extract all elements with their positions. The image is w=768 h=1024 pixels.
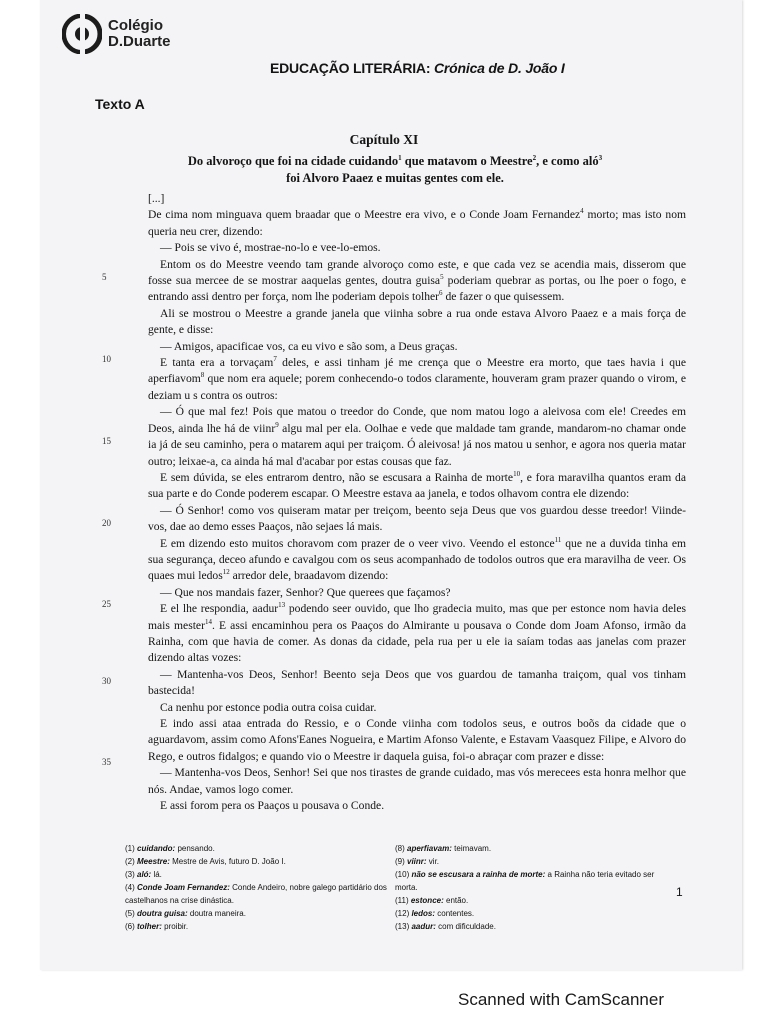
paragraph: — Mantenha-vos Deos, Senhor! Sei que nos tirastes de grande cuidado, mas vós merecees esta honra melhor que nós. Andae, vamos logo comer. [148,766,686,796]
page-title-main: EDUCAÇÃO LITERÁRIA: [270,60,431,76]
chronicle-text [148,191,686,814]
paragraph: — Que nos mandais fazer, Senhor? Que querees que façamos? [160,585,451,599]
paragraph: Ali se mostrou o Meestre a grande janela que viinha sobre a rua onde estava Alvoro Paaez e a mais força de gente, e disse: [148,306,686,337]
scanner-watermark: Scanned with CamScanner [458,990,665,1009]
line-number: 20 [102,518,111,528]
footnote: (11) estonce: então. [395,896,469,905]
footnote: (8) aperfiavam: teimavam. [395,844,492,853]
footnote: (5) doutra guisa: doutra maneira. [125,909,246,918]
page-title-sub: Crónica de D. João I [434,60,565,76]
footnote: (13) aadur: com dificuldade. [395,922,496,931]
paragraph: De cima nom minguava quem braadar que o Meestre era vivo, e o Conde Joam Fernandez$^4$ morto; mas isto nom queria neu crer, dizendo: [148,207,687,238]
paragraph: E indo assi ataa entrada do Ressio, e o Conde viinha com todolos seus, e outros boõs da cidade que o aguardavom, assim como Afons'Eanes Nogueira, e Martim Afonso Valente, e Estavam Vaasquez Filipe, e Alvoro do Rego, e outros fidalgos; e quando vio o Meestre ir daquela guisa, foi-o abraçar com prazer e disse: [148,717,686,763]
line-number: 25 [102,599,111,609]
logo-line2: D.Duarte [108,33,171,50]
paragraph: E tanta era a torvaçam$^7$ deles, e assi tinham jé me crença que o Meestre era morto, que taes havia i que aperfiavom$^8$ que nom era aquele; porem conhecendo-o todos claramente, houveram gram prazer quando o virom, e deziam u s contra os outros: [148,355,686,402]
line-number: 10 [102,354,111,364]
texto-label: Texto A [95,96,145,112]
footnotes-left [125,842,395,933]
line-number: 5 [102,272,107,282]
paragraph: [...] [148,192,165,205]
school-logo [62,14,262,60]
footnote: (3) aló: lá. [125,870,162,879]
line-number: 30 [102,676,111,686]
footnotes-right [395,842,665,933]
paragraph: — Mantenha-vos Deos, Senhor! Beento seja Deos que vos guardou de tamanha traiçom, qual vos tinham bastecida! [148,667,686,698]
line-number: 35 [102,757,111,767]
footnote: (6) tolher: proibir. [125,922,189,931]
footnote: (1) cuidando: pensando. [125,844,215,853]
footnote: (12) ledos: contentes. [395,909,475,918]
line-number: 15 [102,436,111,446]
page-title [270,60,565,76]
footnote: (10) não se escusara a rainha de morte: a Rainha não teria evitado ser morta. [395,870,655,892]
paragraph: Entom os do Meestre veendo tam grande alvoroço como este, e que cada vez se acendia mais, disserom que fosse sua mercee de se mostrar aaquelas gentes, doutra guisa$^5$ poderiam quebrar as portas, ou lhe poer o fogo, e entrando assi dentro per força, nom lhe poderiam depois tolher$^6$ de fazer o que quisessem. [148,257,686,304]
footnote: (4) Conde Joam Fernandez: Conde Andeiro, nobre galego partidário dos castelhanos na crise dinástica. [125,883,387,905]
chapter-subtitle: Do alvoroço que foi na cidade cuidando$^1$ que matavom o Meestre$^2$, e como aló$^3$ foi Alvoro Paaez e muitas gentes com ele. [187,153,603,185]
paragraph: Ca nenhu por estonce podia outra coisa cuidar. [160,700,377,714]
paragraph: E sem dúvida, se eles entrarom dentro, não se escusara a Rainha de morte$^{10}$, e fora maravilha quantos eram da sua parte e do Conde poderem escapar. O Meestre estava aa janela, e todos olhavom contra ele dizendo: [148,470,686,501]
paragraph: E assi forom pera os Paaços u pousava o Conde. [160,799,385,813]
logo-line1: Colégio [108,17,163,34]
paragraph: E em dizendo esto muitos choravom com prazer de o veer vivo. Veendo el estonce$^{11}$ que ne a duvida tinha em sua segurança, deceo afundo e cavalgou com os seus acompanhado de todolos outros que era maravilha de veer. Os quaes mui ledos$^{12}$ arredor dele, braadavom dizendo: [148,535,686,583]
footnote: (9) viinr: vir. [395,857,440,866]
paragraph: — Ó Senhor! como vos quiseram matar per treiçom, beento seja Deus que vos guardou desse treedor! Viinde-vos, dae ao demo esses Paaços, não sejaes lá mais. [148,503,686,534]
paragraph: — Amigos, apacificae vos, ca eu vivo e são som, a Deus graças. [160,339,458,353]
paragraph: — Ó que mal fez! Pois que matou o treedor do Conde, que nom matou logo a aleivosa com ele! Creedes em Deos, ainda lhe há de viinr$^9$ algu mal per ela. Oolhae e vede que maldade tam grande, mandarom-no chamar onde ia já de seu caminho, pera o matarem aqui per traiçom. Ó aleivosa! já nos matou u senhor, e agora nos queria matar outro; leixae-a, ca ainda há mal d'acabar por estas cousas que faz. [148,405,686,468]
chapter-title: Capítulo XI [349,132,419,147]
school-logo-icon [62,14,102,54]
paragraph: E el lhe respondia, aadur$^{13}$ podendo seer ouvido, que lho gradecia muito, mas que per estonce nom havia deles mais mester$^{14}$. E assi encaminhou pera os Paaços do Almirante u pousava o Conde dom Joam Afonso, irmão da Rainha, com que havia de comer. As donas da cidade, pela rua per u ele ia saíam todas aas janelas com prazer dizendo altas vozes: [148,601,686,665]
page-number: 1 [676,885,683,899]
footnote: (2) Meestre: Mestre de Avis, futuro D. João I. [125,857,286,866]
paragraph: — Pois se vivo é, mostrae-no-lo e vee-lo-emos. [160,241,381,255]
